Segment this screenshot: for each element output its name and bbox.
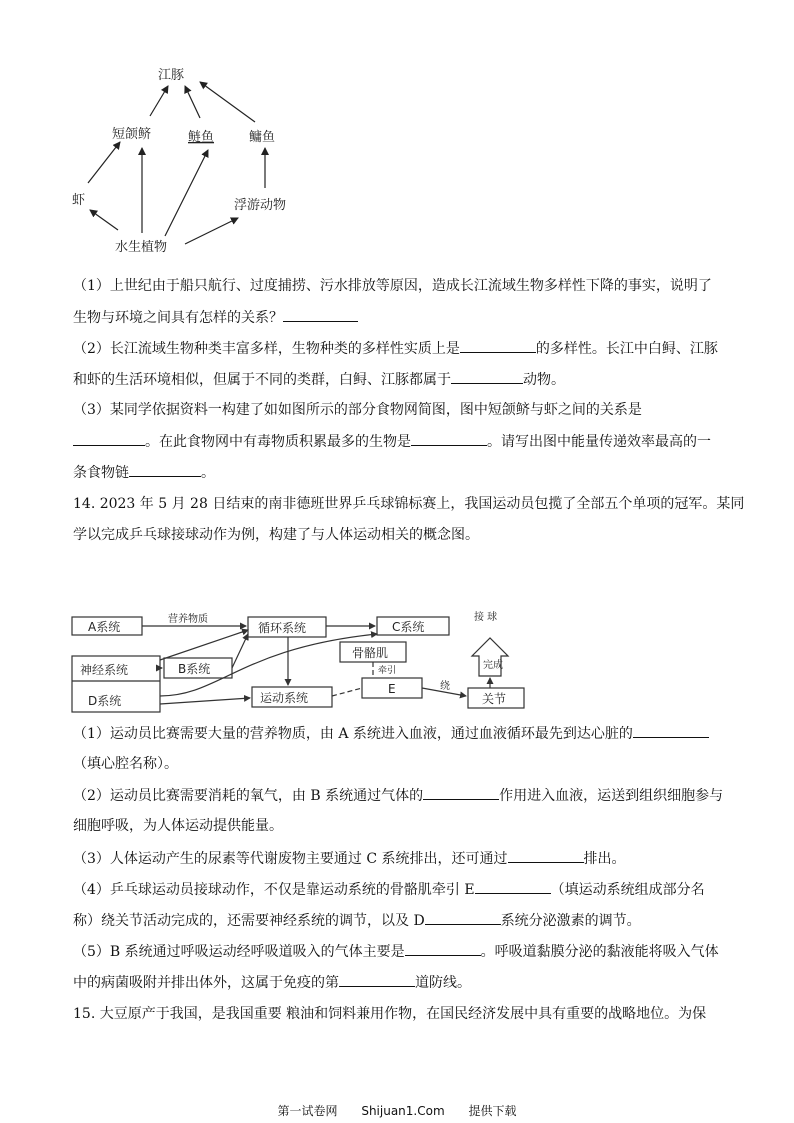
label-c-system: C系统 bbox=[392, 620, 425, 634]
label-joint: 关节 bbox=[482, 692, 507, 706]
q14-part4-line1: （4）乒乓球运动员接球动作，不仅是靠运动系统的骨骼肌牵引 E （填运动系统组成部分名 bbox=[73, 879, 733, 900]
footer-domain[interactable]: Shijuan1.Com bbox=[361, 1104, 445, 1118]
page-footer bbox=[0, 1102, 794, 1119]
arrow-xia-duanheji bbox=[88, 142, 120, 183]
arrow-lianyu-jiangtun bbox=[185, 86, 200, 118]
answer-blank[interactable] bbox=[73, 431, 145, 446]
q15-line1: 15. 大豆原产于我国，是我国重要 粮油和饲料兼用作物，在国民经济发展中具有重要的战略地位。为保 bbox=[73, 1006, 707, 1022]
arrow-shuisheng-lianyu bbox=[165, 150, 208, 236]
arrow-duanheji-jiangtun bbox=[150, 86, 168, 116]
q13-part3-line2: 。在此食物网中有毒物质积累最多的生物是 。请写出图中能量传递效率最高的一 bbox=[73, 431, 733, 452]
q13-part1-line1: （1）上世纪由于船只航行、过度捕捞、污水排放等原因，造成长江流域生物多样性下降的事实，说明了 bbox=[73, 278, 712, 294]
answer-blank[interactable] bbox=[460, 338, 536, 353]
concept-map-diagram bbox=[70, 608, 530, 718]
label-nervous: 神经系统 bbox=[80, 663, 129, 677]
q14-part5-line1: （5）B 系统通过呼吸运动经呼吸道吸入的气体主要是 。呼吸道黏膜分泌的黏液能将吸入气体 bbox=[73, 941, 733, 962]
node-yongyu: 鳙鱼 bbox=[249, 130, 276, 145]
node-xia: 虾 bbox=[72, 193, 86, 208]
label-circulatory: 循环系统 bbox=[258, 621, 307, 635]
label-catch-ball: 接 球 bbox=[474, 612, 498, 623]
node-lianyu: 鲢鱼 bbox=[188, 130, 215, 145]
arrow-shuisheng-fuyou bbox=[185, 218, 238, 244]
answer-blank[interactable] bbox=[451, 369, 523, 384]
q13-part1-line2: 生物与环境之间具有怎样的关系？ bbox=[73, 307, 733, 328]
label-complete: 完成 bbox=[483, 660, 503, 671]
q13-part2-line1: （2）长江流域生物种类丰富多样，生物种类的多样性实质上是 的多样性。长江中白鲟、江豚 bbox=[73, 338, 733, 359]
answer-blank[interactable] bbox=[411, 431, 487, 446]
answer-blank[interactable] bbox=[423, 785, 499, 800]
label-d-system: D系统 bbox=[88, 694, 122, 708]
answer-blank[interactable] bbox=[339, 972, 415, 987]
answer-blank[interactable] bbox=[508, 848, 584, 863]
label-nutrients: 营养物质 bbox=[168, 614, 208, 625]
node-duanheji: 短颌鲚 bbox=[112, 127, 152, 142]
answer-blank[interactable] bbox=[425, 910, 501, 925]
q13-part3-line3: 条食物链 。 bbox=[73, 462, 733, 483]
q13-part2-line2: 和虾的生活环境相似，但属于不同的类群，白鲟、江豚都属于 动物。 bbox=[73, 369, 733, 390]
arrow-yongyu-jiangtun bbox=[200, 82, 255, 122]
label-pull: 牵引 bbox=[378, 666, 397, 676]
answer-blank[interactable] bbox=[405, 941, 481, 956]
q14-intro-line1: 14. 2023 年 5 月 28 日结束的南非德班世界乒乓球锦标赛上，我国运动员包揽了全部五个单项的冠军。某同 bbox=[73, 496, 745, 512]
q14-part3-line1: （3）人体运动产生的尿素等代谢废物主要通过 C 系统排出，还可通过 排出。 bbox=[73, 848, 733, 869]
label-e: E bbox=[388, 682, 396, 696]
node-fuyou: 浮游动物 bbox=[234, 198, 287, 213]
q14-part5-line2: 中的病菌吸附并排出体外，这属于免疫的第 道防线。 bbox=[73, 972, 733, 993]
food-web-diagram bbox=[60, 58, 320, 263]
q14-part1-line2: （填心腔名称）。 bbox=[73, 756, 178, 772]
node-shuisheng: 水生植物 bbox=[115, 240, 168, 255]
q13-part3-line1: （3）某同学依据资料一构建了如如图所示的部分食物网简图，图中短颌鲚与虾之间的关系是 bbox=[73, 402, 642, 418]
label-motor: 运动系统 bbox=[260, 691, 309, 705]
node-jiangtun: 江豚 bbox=[158, 68, 185, 83]
label-around: 绕 bbox=[440, 681, 450, 692]
footer-site: 第一试卷网 bbox=[277, 1104, 338, 1118]
q14-part1-line1: （1）运动员比赛需要大量的营养物质，由 A 系统进入血液，通过血液循环最先到达心脏的 bbox=[73, 723, 733, 744]
q14-part2-line2: 细胞呼吸，为人体运动提供能量。 bbox=[73, 818, 283, 834]
q14-part2-line1: （2）运动员比赛需要消耗的氧气，由 B 系统通过气体的 作用进入血液，运送到组织细胞参与 bbox=[73, 785, 733, 806]
q14-part4-line2: 称）绕关节活动完成的，还需要神经系统的调节，以及 D 系统分泌激素的调节。 bbox=[73, 910, 733, 931]
arrow-shuisheng-xia bbox=[90, 210, 118, 230]
answer-blank[interactable] bbox=[283, 307, 358, 322]
answer-blank[interactable] bbox=[129, 462, 201, 477]
answer-blank[interactable] bbox=[633, 723, 709, 738]
label-a-system: A系统 bbox=[88, 620, 121, 634]
label-b-system: B系统 bbox=[178, 662, 211, 676]
answer-blank[interactable] bbox=[475, 879, 551, 894]
footer-download: 提供下载 bbox=[468, 1104, 517, 1118]
label-skeletal-muscle: 骨骼肌 bbox=[352, 646, 389, 660]
q14-intro-line2: 学以完成乒乓球接球动作为例，构建了与人体运动相关的概念图。 bbox=[73, 527, 479, 543]
